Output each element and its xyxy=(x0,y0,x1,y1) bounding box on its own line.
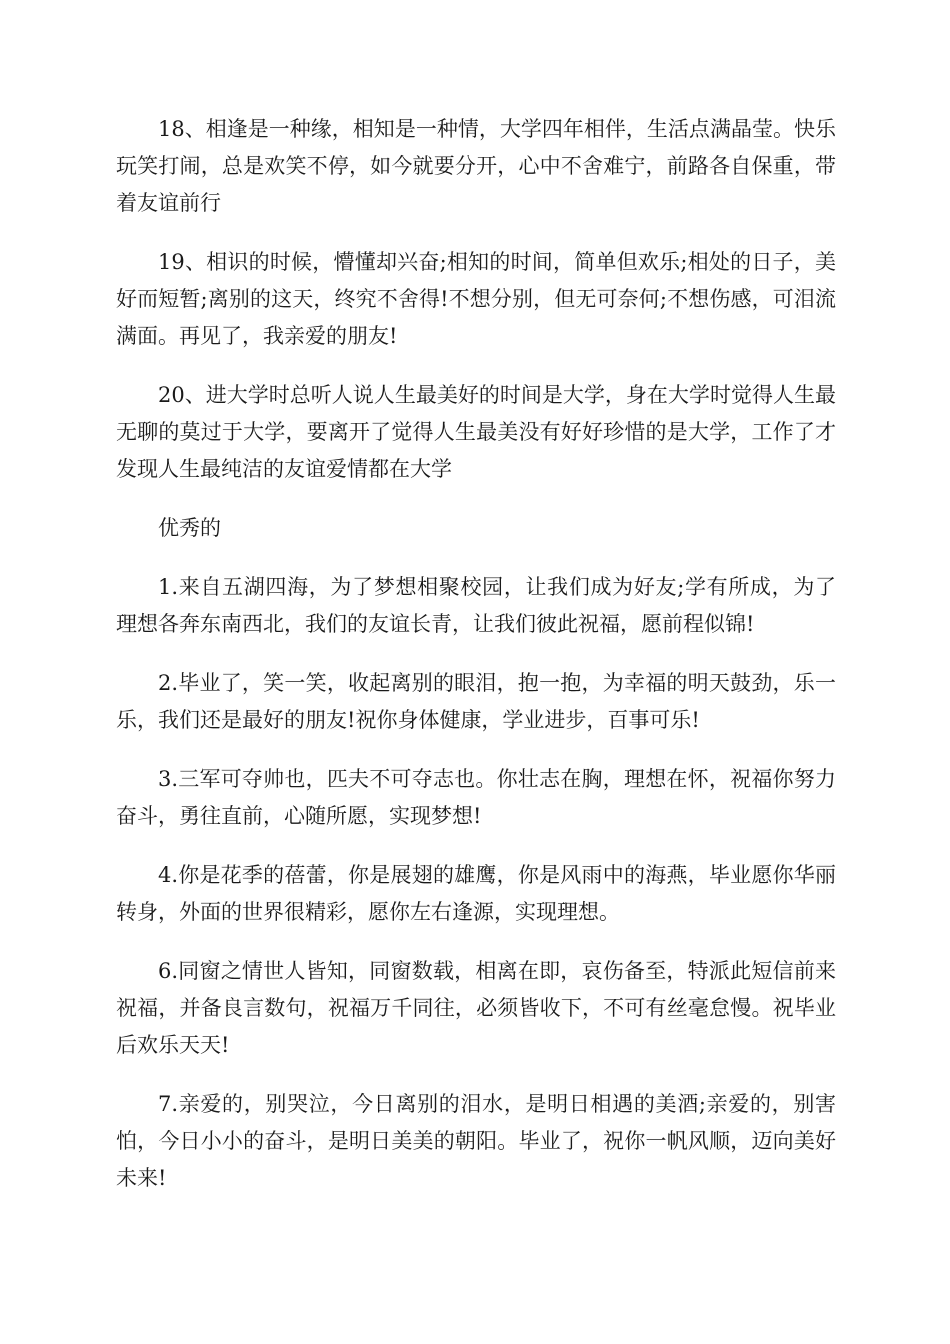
paragraph-6: 6.同窗之情世人皆知，同窗数载，相离在即，哀伤备至，特派此短信前来祝福，并备良言数句，祝福万千同往，必须皆收下，不可有丝毫怠慢。祝毕业后欢乐天天! xyxy=(116,959,836,1057)
document-body xyxy=(116,111,836,1219)
section-heading: 优秀的 xyxy=(158,516,221,540)
paragraph-19: 19、相识的时候，懵懂却兴奋;相知的时间，简单但欢乐;相处的日子，美好而短暂;离别的这天，终究不舍得!不想分别，但无可奈何;不想伤感，可泪流满面。再见了，我亲爱的朋友! xyxy=(116,250,836,348)
paragraph-20: 20、进大学时总听人说人生最美好的时间是大学，身在大学时觉得人生最无聊的莫过于大学，要离开了觉得人生最美没有好好珍惜的是大学，工作了才发现人生最纯洁的友谊爱情都在大学 xyxy=(116,383,836,481)
paragraph-7: 7.亲爱的，别哭泣，今日离别的泪水，是明日相遇的美酒;亲爱的，别害怕，今日小小的奋斗，是明日美美的朝阳。毕业了，祝你一帆风顺，迈向美好未来! xyxy=(116,1092,836,1190)
paragraph-18: 18、相逢是一种缘，相知是一种情，大学四年相伴，生活点满晶莹。快乐玩笑打闹，总是欢笑不停，如今就要分开，心中不舍难宁，前路各自保重，带着友谊前行 xyxy=(116,117,836,215)
paragraph-3: 3.三军可夺帅也，匹夫不可夺志也。你壮志在胸，理想在怀，祝福你努力奋斗，勇往直前，心随所愿，实现梦想! xyxy=(116,767,836,828)
paragraph-4: 4.你是花季的蓓蕾，你是展翅的雄鹰，你是风雨中的海燕，毕业愿你华丽转身，外面的世界很精彩，愿你左右逢源，实现理想。 xyxy=(116,863,836,924)
paragraph-2: 2.毕业了，笑一笑，收起离别的眼泪，抱一抱，为幸福的明天鼓劲，乐一乐，我们还是最好的朋友!祝你身体健康，学业进步，百事可乐! xyxy=(116,671,836,732)
paragraph-1: 1.来自五湖四海，为了梦想相聚校园，让我们成为好友;学有所成，为了理想各奔东南西北，我们的友谊长青，让我们彼此祝福，愿前程似锦! xyxy=(116,575,836,636)
